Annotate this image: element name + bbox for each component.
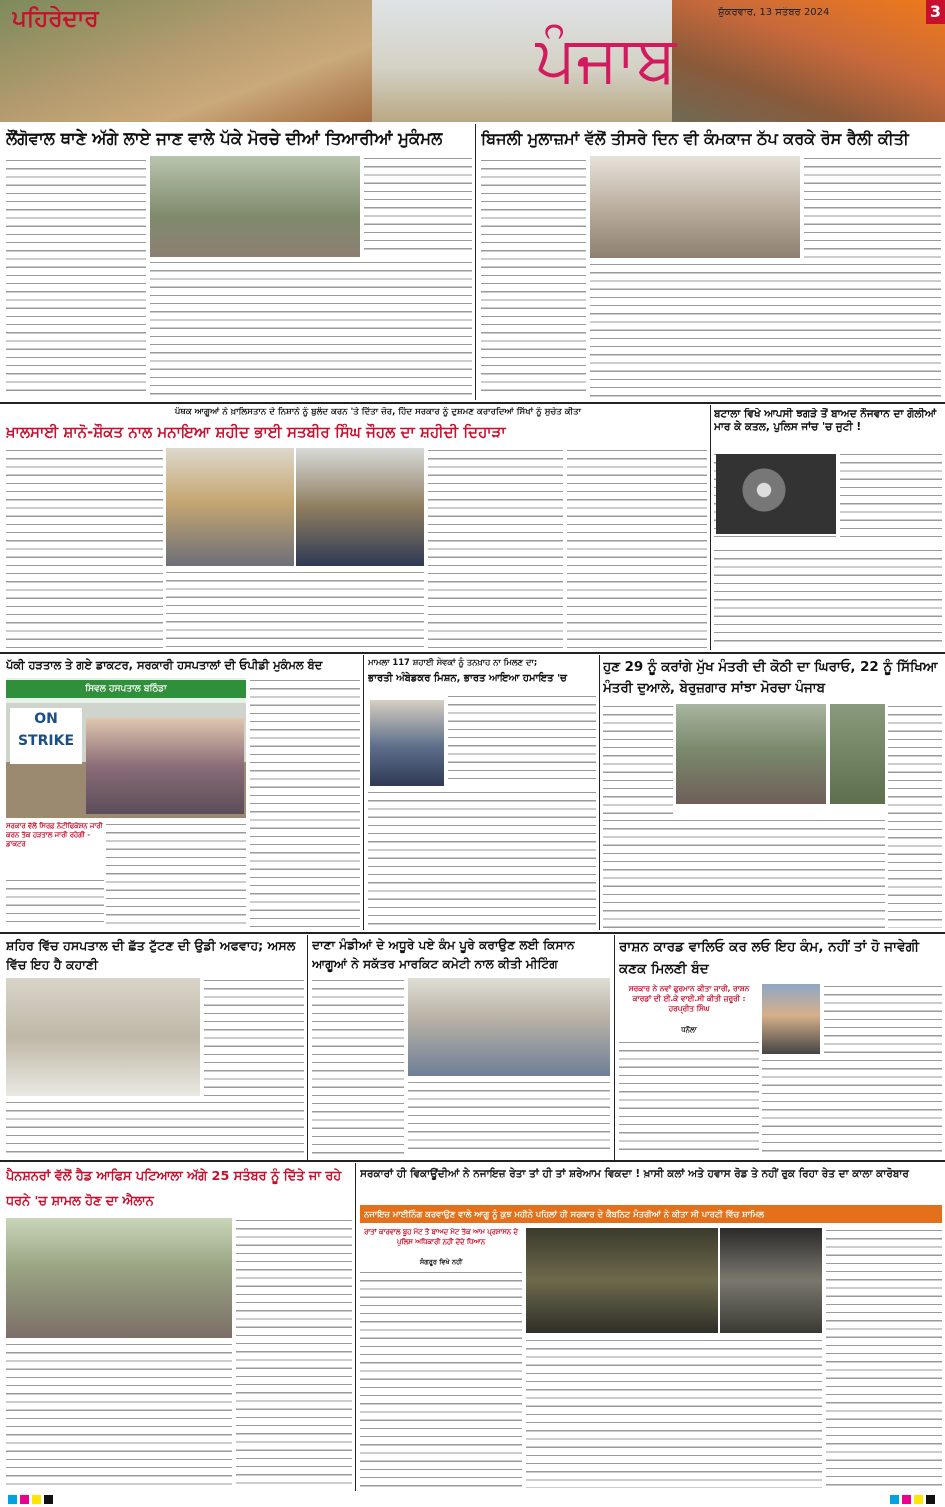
article-8-body-2 xyxy=(6,1100,304,1156)
article-12-body-2 xyxy=(526,1338,822,1488)
color-swatch-magenta xyxy=(20,1495,29,1504)
article-1-photo xyxy=(150,156,360,257)
article-7-photo-2 xyxy=(830,704,885,804)
color-swatch-magenta xyxy=(902,1495,911,1504)
article-6-headline: ਭਾਰਤੀ ਅੰਬੇਡਕਰ ਮਿਸ਼ਨ, ਭਾਰਤ ਆਇਆ ਹਮਾਇਤ 'ਚ xyxy=(368,673,567,684)
article-3-kicker: ਪੰਥਕ ਆਗੂਆਂ ਨੇ ਖ਼ਾਲਿਸਤਾਨ ਦੇ ਨਿਸ਼ਾਨੇ ਨੂੰ ਬੁਲੰਦ ਕਰਨ 'ਤੇ ਦਿੱਤਾ ਜ਼ੋਰ, ਹਿੰਦ ਸਰਕਾਰ ਨੂੰ ਦੁਸ਼ਮਣ ਕਰਾਰਦਿਆਂ ਸਿੱਖਾਂ ਨੂੰ ਸੁਚੇਤ ਕੀਤਾ xyxy=(174,407,582,417)
page-number: 3 xyxy=(926,0,945,24)
article-5-photo xyxy=(6,678,246,818)
article-2-body-right xyxy=(804,156,941,258)
article-12-photo-2 xyxy=(720,1228,822,1333)
article-3-body-4 xyxy=(567,448,707,648)
article-2-photo xyxy=(590,156,800,258)
article-10-kicker: ਸਰਕਾਰ ਨੇ ਨਵਾਂ ਫੁਰਮਾਨ ਕੀਤਾ ਜਾਰੀ, ਰਾਸ਼ਨ ਕਾਰਡਾਂ ਦੀ ਈ.ਕੇ ਵਾਈ.ਸੀ ਕੀਤੀ ਜ਼ਰੂਰੀ : ਹਰਪ੍ਰੀਤ ਸਿੰਘ xyxy=(628,984,750,1013)
article-3-headline: ਖ਼ਾਲਸਾਈ ਸ਼ਾਨੋ-ਸ਼ੌਕਤ ਨਾਲ ਮਨਾਇਆ ਸ਼ਹੀਦ ਭਾਈ ਸਤਬੀਰ ਸਿੰਘ ਜੌਹਲ ਦਾ ਸ਼ਹੀਦੀ ਦਿਹਾੜਾ xyxy=(6,423,506,441)
article-11-body-2 xyxy=(6,1342,232,1488)
color-swatch-yellow xyxy=(32,1495,41,1504)
article-2-body-bottom xyxy=(590,262,941,398)
article-1-headline: ਲੌਂਗੋਵਾਲ ਥਾਣੇ ਅੱਗੇ ਲਾਏ ਜਾਣ ਵਾਲੇ ਪੱਕੇ ਮੋਰਚੇ ਦੀਆਂ ਤਿਆਰੀਆਂ ਮੁਕੰਮਲ xyxy=(6,129,443,148)
article-10-body-1 xyxy=(824,984,942,1054)
article-10-place: ਧਨੌਲਾ xyxy=(681,1026,697,1034)
column-divider xyxy=(710,405,711,650)
article-2-body-left xyxy=(481,158,586,398)
article-5-body-2 xyxy=(250,678,360,928)
article-8-headline: ਸ਼ਹਿਰ ਵਿੱਚ ਹਸਪਤਾਲ ਦੀ ਛੱਤ ਟੁੱਟਣ ਦੀ ਉਡੀ ਅਫਵਾਹ; ਅਸਲ ਵਿੱਚ ਇਹ ਹੈ ਕਹਾਣੀ xyxy=(6,938,296,972)
horizontal-rule xyxy=(0,402,945,404)
article-4-body-bottom xyxy=(714,548,942,648)
article-4-headline: ਬਟਾਲਾ ਵਿਖੇ ਆਪਸੀ ਝਗੜੇ ਤੋਂ ਬਾਅਦ ਨੌਜਵਾਨ ਦਾ ਗੋਲੀਆਂ ਮਾਰ ਕੇ ਕਤਲ, ਪੁਲਿਸ ਜਾਂਚ 'ਚ ਜੁਟੀ ! xyxy=(714,408,937,433)
article-6-body-2 xyxy=(368,790,596,928)
color-swatch-yellow xyxy=(914,1495,923,1504)
article-1-body-left xyxy=(6,158,146,398)
article-4-body-right xyxy=(840,452,942,544)
article-12-kicker: ਰਾਤਾਂ ਕਾਰਵਾਲ ਬੂਹ ਮੋਟ ਤੋਂ ਬਾਅਦ ਮੋਟ ਤੱਕ ਆਮ ਪ੍ਰਸ਼ਾਸਨ ਦੇ ਪੁਲਿਸ ਅਧਿਕਾਰੀ ਨਹੀਂ ਦੇਂਦੇ ਧਿਆਨ xyxy=(364,1228,518,1246)
article-9-headline: ਦਾਣਾ ਮੰਡੀਆਂ ਦੇ ਅਧੂਰੇ ਪਏ ਕੰਮ ਪੂਰੇ ਕਰਾਉਣ ਲਈ ਕਿਸਾਨ ਆਗੂਆਂ ਨੇ ਸਕੱਤਰ ਮਾਰਕਿਟ ਕਮੇਟੀ ਨਾਲ ਕੀਤੀ ਮੀਟਿੰਗ xyxy=(312,938,575,971)
color-registration-strip xyxy=(0,1492,945,1507)
horizontal-rule xyxy=(0,932,945,934)
article-3-body-3 xyxy=(428,448,563,648)
article-1-body-right xyxy=(364,156,472,256)
article-7-body-3 xyxy=(603,818,885,928)
hospital-sign: ਸਿਵਲ ਹਸਪਤਾਲ ਬਠਿੰਡਾ xyxy=(6,680,246,698)
article-11-photo xyxy=(6,1218,232,1338)
color-swatch-black xyxy=(44,1495,53,1504)
article-4-photo xyxy=(716,454,836,534)
article-12-photo-1 xyxy=(526,1228,718,1333)
column-divider xyxy=(363,655,364,930)
article-11-body-1 xyxy=(236,1218,352,1488)
article-12-headline: ਸਰਕਾਰਾਂ ਹੀ ਵਿਕਾਊਂਦੀਆਂ ਨੇ ਨਜਾਇਜ਼ ਰੇਤਾ ਤਾਂ ਹੀ ਤਾਂ ਸ਼ਰੇਆਮ ਵਿਕਦਾ ! ਖ਼ਾਸੀ ਕਲਾਂ ਅਤੇ ਹਵਾਸ ਰੋਡ ਤੇ ਨਹੀਂ ਰੁਕ ਰਿਹਾ ਰੇਤ ਦਾ ਕਾਲਾ ਕਾਰੋਬਾਰ xyxy=(360,1168,909,1180)
article-3-body-1 xyxy=(6,448,163,648)
article-5-headline: ਪੱਕੀ ਹੜਤਾਲ ਤੇ ਗਏ ਡਾਕਟਰ, ਸਰਕਾਰੀ ਹਸਪਤਾਲਾਂ ਦੀ ਓਪੀਡੀ ਮੁਕੰਮਲ ਬੰਦ xyxy=(6,658,323,672)
column-divider xyxy=(307,935,308,1160)
article-7-headline: ਹੁਣ 29 ਨੂੰ ਕਰਾਂਗੇ ਮੁੱਖ ਮੰਤਰੀ ਦੀ ਕੋਠੀ ਦਾ ਘਿਰਾਓ, 22 ਨੂੰ ਸਿੱਖਿਆ ਮੰਤਰੀ ਦੁਆਲੇ, ਬੇਰੁਜ਼ਗਾਰ ਸਾਂਝਾ ਮੋਰਚਾ ਪੰਜਾਬ xyxy=(603,660,938,696)
masthead-left-brand: ਪਹਿਰੇਦਾਰ xyxy=(12,6,99,32)
column-divider xyxy=(599,655,600,930)
horizontal-rule xyxy=(0,1160,945,1162)
article-8-body-1 xyxy=(204,978,304,1096)
column-divider xyxy=(475,124,476,400)
article-7-body-1 xyxy=(603,704,673,814)
color-swatch-cyan xyxy=(8,1495,17,1504)
article-9-body-2 xyxy=(408,1080,610,1156)
article-1-body-bottom xyxy=(150,260,472,398)
article-12-body-1 xyxy=(360,1270,522,1488)
on-strike-banner: ON STRIKE xyxy=(10,708,82,764)
article-10-body-2 xyxy=(619,1040,759,1156)
article-10-headline: ਰਾਸ਼ਨ ਕਾਰਡ ਵਾਲਿਓ ਕਰ ਲਓ ਇਹ ਕੰਮ, ਨਹੀਂ ਤਾਂ ਹੋ ਜਾਵੇਗੀ ਕਣਕ ਮਿਲਣੀ ਬੰਦ xyxy=(619,939,920,977)
color-swatch-black xyxy=(926,1495,935,1504)
strike-crowd xyxy=(86,718,244,814)
article-6-body-1 xyxy=(448,694,596,784)
article-10-photo xyxy=(762,984,820,1054)
article-7-body-2 xyxy=(888,704,942,928)
article-6-kicker: ਮਾਮਲਾ 117 ਸ਼ਹਾਈ ਸੇਵਕਾਂ ਨੂੰ ਤਨਖ਼ਾਹ ਨਾ ਮਿਲਣ ਦਾ; xyxy=(368,657,538,667)
article-3-body-2 xyxy=(166,570,424,648)
masthead-title: ਪੰਜਾਬ xyxy=(535,23,677,97)
article-12-byline: ਸੰਗਰੂਰ ਵਿਖੇ ਨਹੀਂ xyxy=(419,1258,463,1266)
article-10-body-3 xyxy=(762,1058,942,1156)
article-3-photo-2 xyxy=(296,448,424,566)
article-5-body-1 xyxy=(106,822,246,928)
horizontal-rule xyxy=(0,652,945,654)
article-12-body-3 xyxy=(826,1228,942,1488)
column-divider xyxy=(355,1163,356,1491)
article-2-headline: ਬਿਜਲੀ ਮੁਲਾਜ਼ਮਾਂ ਵੱਲੋਂ ਤੀਸਰੇ ਦਿਨ ਵੀ ਕੰਮਕਾਜ ਠੱਪ ਕਰਕੇ ਰੋਸ ਰੈਲੀ ਕੀਤੀ xyxy=(481,129,909,148)
article-5-body-3 xyxy=(6,878,104,928)
article-3-photo-1 xyxy=(166,448,294,566)
masthead-date: ਸ਼ੁੱਕਰਵਾਰ, 13 ਸਤੰਬਰ 2024 xyxy=(718,7,830,18)
article-12-subhead: ਨਜਾਇਜ਼ ਮਾਈਨਿੰਗ ਕਰਵਾਉਣ ਵਾਲੇ ਆਗੂ ਨੂੰ ਕੁਝ ਮਹੀਨੇ ਪਹਿਲਾਂ ਹੀ ਸਰਕਾਰ ਦੇ ਕੈਬਨਿਟ ਮੰਤਰੀਆਂ ਨੇ ਕੀਤਾ ਸੀ ਪਾਰਟੀ ਵਿੱਚ ਸ਼ਾਮਿਲ xyxy=(364,1209,764,1219)
article-5-caption: ਸਰਕਾਰ ਵੱਲੋਂ ਸਿਰਫ਼ ਨੋਟੀਫਿਕੇਸ਼ਨ ਜਾਰੀ ਕਰਨ ਤੱਕ ਹੜਤਾਲ ਜਾਰੀ ਰਹੇਗੀ - ਡਾਕਟਰ xyxy=(6,822,103,848)
article-11-headline: ਪੈਨਸ਼ਨਰਾਂ ਵੱਲੋਂ ਹੈਡ ਆਫਿਸ ਪਟਿਆਲਾ ਅੱਗੇ 25 ਸਤੰਬਰ ਨੂੰ ਦਿੱਤੇ ਜਾ ਰਹੇ ਧਰਨੇ 'ਚ ਸ਼ਾਮਲ ਹੋਣ ਦਾ ਐਲਾਨ xyxy=(6,1169,342,1209)
article-9-photo xyxy=(408,978,610,1076)
article-7-photo-1 xyxy=(676,704,826,804)
color-swatch-cyan xyxy=(890,1495,899,1504)
article-9-body-1 xyxy=(312,978,404,1156)
column-divider xyxy=(614,935,615,1160)
article-8-photo xyxy=(6,978,200,1096)
masthead xyxy=(0,0,945,122)
article-6-photo xyxy=(370,700,444,786)
